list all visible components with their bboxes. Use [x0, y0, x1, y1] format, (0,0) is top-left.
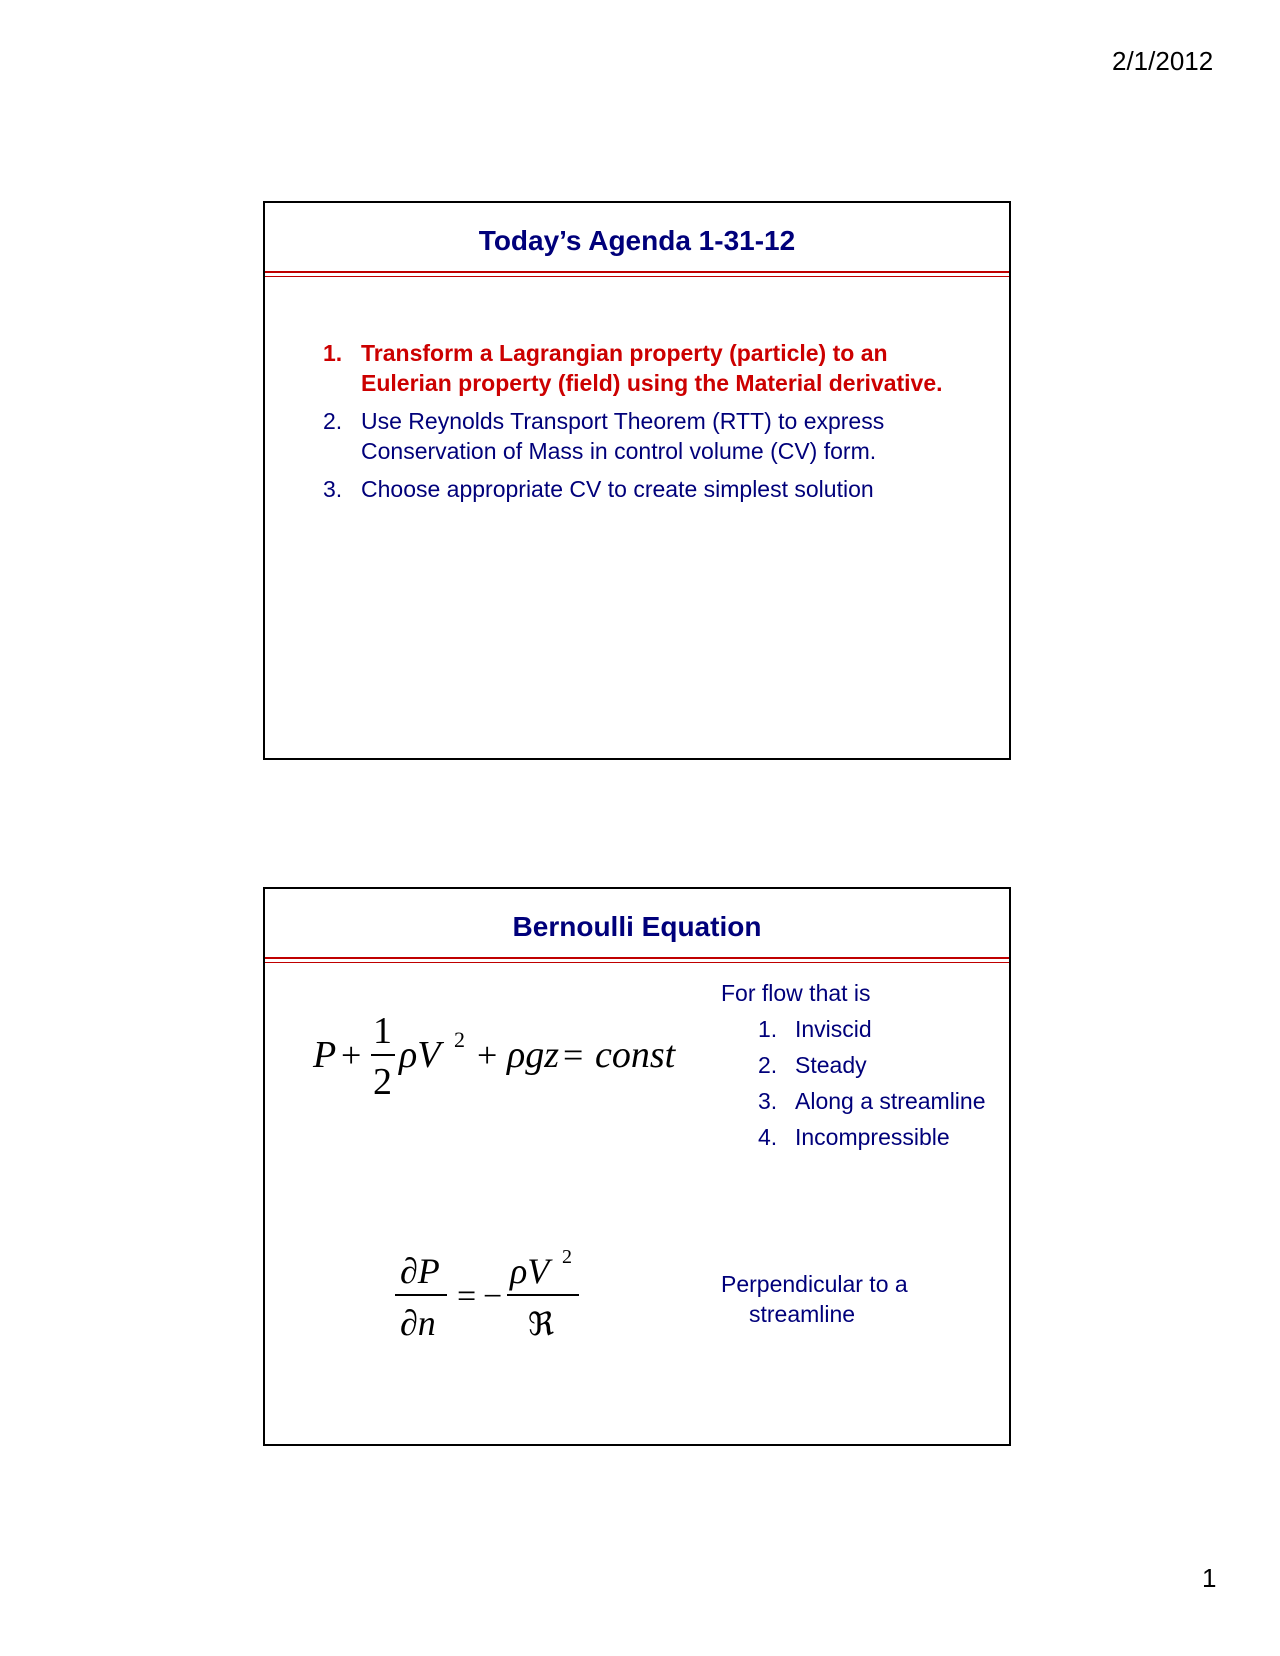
agenda-item-text: Choose appropriate CV to create simplest solution — [361, 476, 874, 502]
eq-exponent: 2 — [562, 1246, 572, 1268]
agenda-item — [323, 474, 963, 504]
perpendicular-note-line1: Perpendicular to a — [721, 1271, 908, 1297]
agenda-item-number: 2. — [323, 408, 343, 434]
eq-fraction-denominator: 2 — [373, 1061, 392, 1103]
condition-item — [758, 1011, 1011, 1047]
condition-number: 2. — [758, 1052, 778, 1078]
page-number: 1 — [1202, 1563, 1217, 1593]
agenda-item-text: Transform a Lagrangian property (particle) to an Eulerian property (field) using the Material derivative. — [361, 340, 943, 396]
eq-rho-v: ρV — [510, 1251, 550, 1291]
eq-operator-equals: = — [563, 1035, 584, 1075]
condition-item — [758, 1047, 1011, 1083]
agenda-item-number: 3. — [323, 476, 343, 502]
condition-text: Incompressible — [795, 1124, 950, 1150]
bernoulli-equation — [311, 987, 691, 1107]
eq-symbol-P: P — [313, 1034, 337, 1076]
condition-number: 1. — [758, 1016, 778, 1042]
eq-operator-plus: + — [341, 1035, 362, 1075]
page-date: 2/1/2012 — [1112, 46, 1214, 76]
condition-item — [758, 1119, 1011, 1155]
condition-number: 3. — [758, 1088, 778, 1114]
title-divider — [265, 957, 1009, 963]
agenda-item-number: 1. — [323, 340, 343, 366]
perpendicular-note — [721, 1269, 908, 1329]
agenda-item — [323, 338, 963, 398]
eq-const: const — [595, 1034, 676, 1076]
slide-title: Bernoulli Equation — [512, 911, 762, 942]
perpendicular-note-line2: streamline — [749, 1301, 856, 1327]
agenda-item-text: Use Reynolds Transport Theorem (RTT) to express Conservation of Mass in control volume (CV) form. — [361, 408, 885, 464]
conditions-list — [721, 1011, 1011, 1155]
eq-partial-p: ∂P — [400, 1251, 440, 1291]
agenda-item — [323, 406, 963, 466]
normal-pressure-equation — [395, 1237, 595, 1357]
condition-text: Along a streamline — [795, 1088, 986, 1114]
eq-rho-gz: ρgz — [507, 1034, 560, 1076]
eq-partial-n: ∂n — [400, 1303, 436, 1343]
slide-title: Today’s Agenda 1-31-12 — [478, 225, 796, 256]
condition-text: Inviscid — [795, 1016, 872, 1042]
eq-operator-equals: = — [457, 1278, 477, 1315]
eq-fraction-numerator: 1 — [373, 1010, 392, 1052]
eq-operator-minus: − — [483, 1278, 503, 1315]
title-divider — [265, 271, 1009, 277]
eq-radius-symbol: ℜ — [528, 1306, 555, 1342]
condition-text: Steady — [795, 1052, 867, 1078]
eq-exponent: 2 — [454, 1027, 465, 1052]
eq-rho-v: ρV — [399, 1034, 441, 1076]
conditions-intro: For flow that is — [721, 980, 871, 1006]
agenda-list — [323, 338, 963, 512]
condition-item — [758, 1083, 1011, 1119]
slide-agenda — [263, 201, 1011, 760]
flow-conditions — [721, 975, 1011, 1155]
slide-bernoulli — [263, 887, 1011, 1446]
condition-number: 4. — [758, 1124, 778, 1150]
eq-operator-plus: + — [477, 1035, 498, 1075]
